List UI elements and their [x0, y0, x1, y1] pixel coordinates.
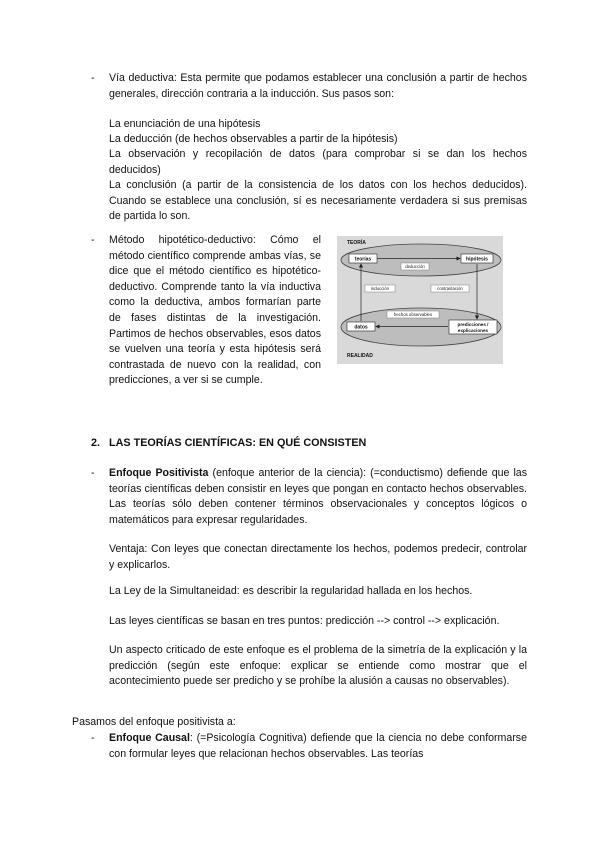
label-teoria: TEORÍA	[347, 240, 366, 246]
deductiva-step: La conclusión (a partir de la consistencia de los datos con los hechos deducidos). Cuando se establece una conclusión, sí es necesariamente verdadera si sus premisas de partida lo son.	[109, 179, 527, 223]
bullet-dash: -	[91, 467, 95, 479]
bullet-dash: -	[91, 234, 95, 246]
positivista-text: (enfoque anterior de la ciencia): (=conductismo) defiende que las teorías científicas deben consistir en leyes que pongan en contacto hechos observables. Las teorías sólo deben contener términos observacionales y conceptos lógicos o matemáticos para expresar regularidades.	[109, 467, 527, 526]
text-hipotesis: hipótesis	[466, 256, 488, 263]
causal-term: Enfoque Causal	[109, 732, 190, 744]
text-contrastacion: contrastación	[437, 286, 463, 292]
positivista-term: Enfoque Positivista	[109, 467, 209, 479]
causal-text: : (=Psicología Cognitiva) defiende que la ciencia no debe conformarse con formular leyes que relacionan hechos observables. Las teorías	[109, 732, 527, 760]
deductiva-step: La observación y recopilación de datos (para comprobar si se dan los hechos deducidos)	[109, 148, 527, 176]
ventaja-paragraph: Ventaja: Con leyes que conectan directamente los hechos, podemos predecir, controlar y explicarlos.	[109, 543, 527, 571]
text-predicciones: predicciones /	[457, 322, 489, 327]
hypothetico-deductive-diagram	[337, 236, 503, 364]
deductiva-step: La deducción (de hechos observables a partir de la hipótesis)	[109, 133, 398, 145]
deductiva-paragraph: Vía deductiva: Esta permite que podamos establecer una conclusión a partir de hechos generales, dirección contraria a la inducción. Sus pasos son:	[109, 72, 527, 100]
section-title: LAS TEORÍAS CIENTÍFICAS: EN QUÉ CONSISTEN	[109, 437, 367, 449]
text-teorias: teorías	[354, 256, 372, 263]
text-datos: datos	[354, 324, 368, 331]
bullet-dash: -	[91, 72, 95, 84]
hipotetico-paragraph: Método hipotético-deductivo: Cómo el método científico comprende ambas vías, se dice que el método científico es hipotético-deductivo. Comprende tanto la vía inductiva como la deductiva, ambos formarían parte de fases distintas de la investigación. Partimos de hechos observables, esos datos se vuelven una teoría y esta hipótesis será contrastada de nuevo con la realidad, con predicciones, a ver si se cumple.	[109, 234, 321, 387]
deductiva-step: La enunciación de una hipótesis	[109, 118, 261, 130]
ley-paragraph: La Ley de la Simultaneidad: es describir la regularidad hallada en los hechos.	[109, 585, 473, 597]
critica-paragraph: Un aspecto criticado de este enfoque es el problema de la simetría de la explicación y la predicción (según este enfoque: explicar se entiende como mostrar que el acontecimiento puede ser predicho y se prohíbe la alusión a causas no observables).	[109, 644, 527, 688]
label-realidad: REALIDAD	[347, 353, 373, 359]
positivista-paragraph	[109, 466, 527, 528]
leyes-paragraph: Las leyes científicas se basan en tres puntos: predicción --> control --> explicación.	[109, 615, 500, 627]
causal-paragraph	[109, 731, 527, 762]
text-hechos-observables: hechos observables	[393, 312, 433, 318]
text-explicaciones: explicaciones	[457, 327, 489, 333]
section-number: 2.	[91, 437, 101, 449]
text-deduccion: deducción	[405, 264, 425, 270]
bullet-dash: -	[91, 732, 95, 744]
text-induccion: inducción	[370, 286, 390, 292]
pasamos-line: Pasamos del enfoque positivista a:	[72, 716, 236, 728]
